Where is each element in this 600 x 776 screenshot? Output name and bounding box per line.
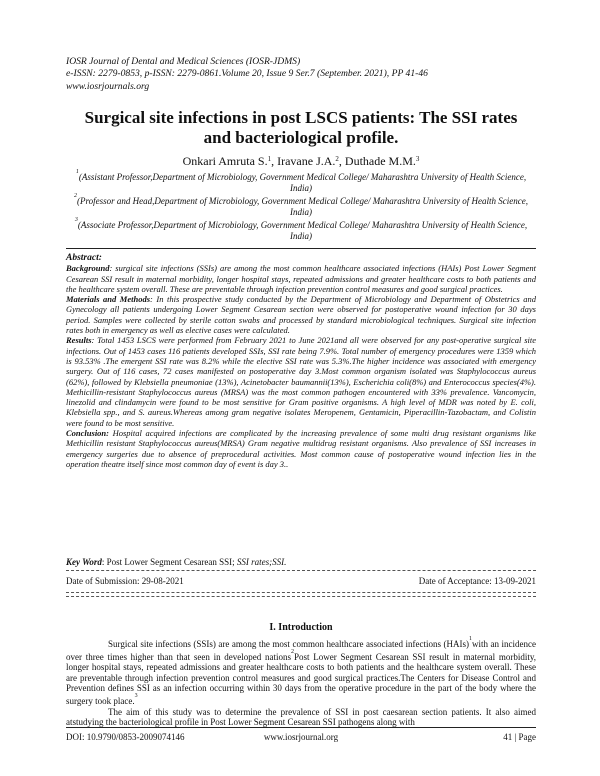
author-list: Onkari Amruta S.$^1$, Iravane J.A.$^2$, Duthade M.M.$^3$ xyxy=(182,154,420,168)
keywords-italic: SSI rates;SSI. xyxy=(234,557,287,567)
results-text: : Total 1453 LSCS were performed from February 2021 to June 2021and all were observed for any post-operative surgical site infections. Out of 1453 cases 116 patients developed SSIs, SSI rate being 7.9%. Total number of emergency procedures were 1359 which is 93.53% .The emergent SSI rate was 8.2% while the elective SSI rate was 5.3%.The higher incidence was associated with emergency surgery. Out of 116 cases, 72 cases manifested on postoperative day 3.Most common organism isolated was Staphylococcus aureus (62%), followed by Klebsiella pneumoniae (13%), Acinetobacter baumannii(13%), Escherichia coli(8%) and Enterococcus species(4%). Methicillin-resistant Staphylococcus aureus (MRSA) was the most common pathogen encountered with 33% prevalence. Vancomycin, linezolid and clindamycin were found to be most sensitive for Gram positive organisms. A high level of MDR was noted by E. coli, Klebsiella spp., and S. aureus.Whereas among gram negative isolates Meropenem, Gentamicin, Piperacillin-Tazobactam, and Colistin were found to be most sensitive. xyxy=(66,335,536,428)
submission-date: Date of Submission: 29-08-2021 xyxy=(66,576,184,586)
journal-name: IOSR Journal of Dental and Medical Sciences (IOSR-JDMS) xyxy=(66,56,301,67)
acceptance-date: Date of Acceptance: 13-09-2021 xyxy=(418,576,536,586)
affiliation-1-sup: 1 xyxy=(75,169,79,175)
affiliation-1-text: (Assistant Professor,Department of Microbiology, Government Medical College/ Maharashtra University of Health Science, India) xyxy=(78,172,527,193)
intro-p1-sup2: 2 xyxy=(291,648,295,655)
author-2: Iravane J.A. xyxy=(277,154,336,168)
affiliation-2-text: (Professor and Head,Department of Microbiology, Government Medical College/ Maharashtra University of Health Science, India) xyxy=(77,196,528,217)
author-2-sup: 2 xyxy=(335,155,339,163)
keywords xyxy=(66,557,536,568)
results-label: Results xyxy=(66,335,92,346)
author-3-sup: 3 xyxy=(415,155,420,163)
keywords-text: : Post Lower Segment Cesarean SSI; xyxy=(101,557,235,567)
keywords-label: Key Word xyxy=(66,557,102,567)
intro-paragraph-2: The aim of this study was to determine the prevalence of SSI in post caesarean section patients. It also aimed atstudying the bacteriological profile in Post Lower Segment Cesarean SSI pathogens along with xyxy=(66,706,536,728)
affiliation-1 xyxy=(66,170,536,194)
abstract-top-rule xyxy=(66,248,536,249)
intro-p1-sup1: 1 xyxy=(468,636,472,642)
footer-doi: DOI: 10.9790/0853-2009074146 xyxy=(66,732,185,742)
abstract-results xyxy=(66,335,536,428)
dates-top-rule xyxy=(66,570,536,571)
dates-bottom-rule xyxy=(66,592,536,593)
paper-title xyxy=(66,108,536,148)
author-3: Duthade M.M. xyxy=(344,154,416,168)
title-line-2: and bacteriological profile. xyxy=(203,128,399,147)
intro-paragraph-1 xyxy=(66,637,536,707)
background-label: Background xyxy=(66,263,110,274)
journal-header xyxy=(66,56,536,93)
dates-bottom-rule-2 xyxy=(66,596,536,597)
section-heading-introduction: I. Introduction xyxy=(269,622,333,633)
methods-label: Materials and Methods xyxy=(66,294,151,305)
intro-p1-b: with an incidence over three times higher than that seen in developed nations xyxy=(66,639,536,662)
author-1: Onkari Amruta S. xyxy=(182,154,268,168)
introduction-body xyxy=(66,637,536,728)
affiliation-3-text: (Associate Professor,Department of Microbiology, Government Medical College/ Maharashtra University of Health Science, India) xyxy=(77,220,528,241)
abstract-methods xyxy=(66,294,536,335)
affiliation-2-sup: 2 xyxy=(74,193,77,199)
abstract-conclusion xyxy=(66,428,536,469)
background-text: : surgical site infections (SSIs) are among the most common healthcare associated infections (HAIs) Post Lower Segment Cesarean SSI result in maternal morbidity, longer hospital stays, repeated admissions and greater healthcare costs to both patients and the healthcare system overall. These are preventable through infection prevention control measures and good surgical practices. xyxy=(66,263,536,294)
intro-p1-c: Post Lower Segment Cesarean SSI result in maternal morbidity, longer hospital stays, repeated admissions and greater healthcare costs to both patients and the healthcare system overall. These are preventable through infection prevention control measures and good surgical practices.The Centers for Disease Control and Prevention defines SSI as an infection occurring within 30 days from the operative procedure in the part of the body where the surgery took place. xyxy=(66,651,537,706)
abstract-background xyxy=(66,263,536,294)
author-1-sup: 1 xyxy=(267,155,272,163)
affiliation-3 xyxy=(66,218,536,242)
methods-text: : In this prospective study conducted by the Department of Microbiology and Department of Obstetrics and Gynecology all patients undergoing Lower Segment Cesarean section were observed for postoperative wound infection for 30 days period. Samples were collected by sterile cotton swabs and processed by standard microbiological techniques. Surgical site infection rates both in emergency as well as elective cases were calculated. xyxy=(66,294,536,336)
intro-p1-a: Surgical site infections (SSIs) are among the most common healthcare associated infections (HAIs) xyxy=(108,639,469,649)
title-line-1: Surgical site infections in post LSCS patients: The SSI rates xyxy=(84,108,518,127)
conclusion-label: Conclusion: xyxy=(66,428,109,439)
intro-p1-sup3: 3 xyxy=(134,692,138,699)
affiliation-3-sup: 3 xyxy=(74,217,78,223)
footer-page-number: 41 | Page xyxy=(503,732,536,742)
journal-url[interactable]: www.iosrjournals.org xyxy=(66,80,150,92)
footer-rule xyxy=(66,727,536,728)
affiliation-2 xyxy=(66,194,536,218)
conclusion-text: Hospital acquired infections are complicated by the increasing prevalence of some multi drug resistant organisms like Methicillin resistant Staphylococcus aureus(MRSA) Gram negative multidrug resistant organisms. Also prevalence of SSI increases in emergency surgeries due to absence of preprocedural activities. Most common cause of postoperative wound infection lies in the operation theatre itself since most common day of event is day 3.. xyxy=(66,428,536,469)
abstract-heading: Abstract: xyxy=(66,253,102,263)
journal-issn: e-ISSN: 2279-0853, p-ISSN: 2279-0861.Volume 20, Issue 9 Ser.7 (September. 2021), PP 41-46 xyxy=(66,68,428,80)
footer-site[interactable]: www.iosrjournal.org xyxy=(263,732,339,742)
abstract xyxy=(66,253,536,469)
